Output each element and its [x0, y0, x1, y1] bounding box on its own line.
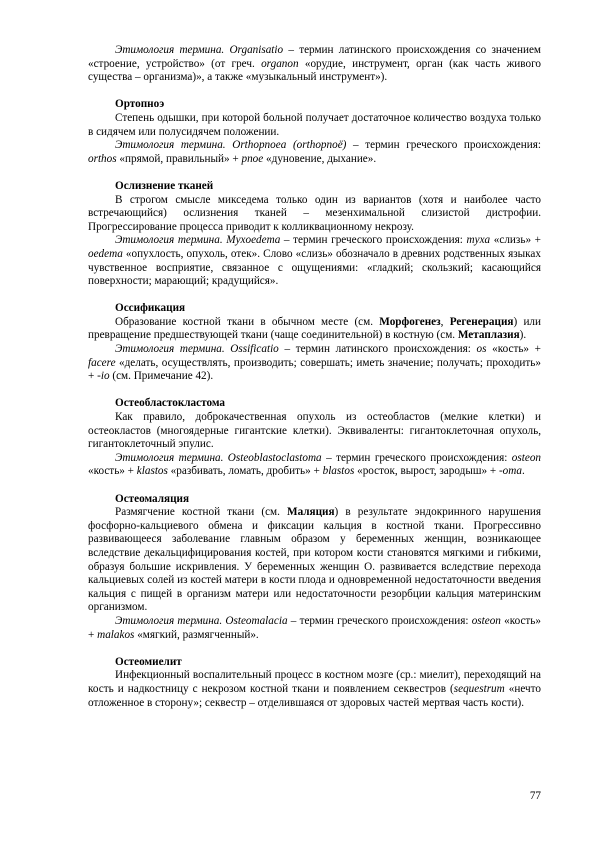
- text-run: (см. Примечание 42).: [109, 370, 214, 383]
- paragraph-spacer: [88, 384, 541, 398]
- ortopnoe-heading: Ортопноэ: [115, 98, 165, 111]
- italic-run: osteon: [471, 614, 501, 627]
- paragraph-spacer: [88, 289, 541, 303]
- italic-run: Этимология термина. Myxoedema: [115, 234, 281, 247]
- osteoblastoklastoma-etymology: [88, 452, 541, 479]
- italic-run: oedema: [88, 247, 123, 260]
- text-run: ) в результате эндокринного нарушения фосфорно-кальциевого обмена и фиксации кальция в костной ткани. Прогрессивно развивающееся заболевание главным образом у беременных женщин, возникающее вследствие декальцифицирования костей, при котором кости становятся мягкими и гибкими, образуя большие искривления. У беременных женщин О. развивается вследствие перехода кальциевых солей из костей матери в кости плода и одновременной недостаточности введения кальция с пищей в организм матери или недостаточности резорбции кальция материнским организмом.: [88, 506, 541, 614]
- italic-run: Этимология термина. Ossificatio: [115, 343, 279, 356]
- text-run: Степень одышки, при которой больной получает достаточное количество воздуха только в сидячем или полусидячем положении.: [88, 111, 541, 138]
- text-run: – термин латинского происхождения со значением «строение, устройство» (от греч.: [88, 44, 541, 70]
- italic-run: klastos: [136, 465, 168, 478]
- italic-run: sequestrum: [453, 682, 505, 695]
- italic-run: -io: [97, 370, 110, 383]
- text-run: «нечто отложенное в сторону»; секвестр – отделившаяся от здоровых частей мертвая часть кости).: [88, 682, 541, 709]
- paragraph-spacer: [88, 166, 541, 180]
- text-run: – термин греческого происхождения:: [321, 451, 512, 464]
- text-run: – термин греческого происхождения:: [280, 234, 467, 247]
- ortopnoe-etymology: [88, 139, 541, 166]
- text-run: ,: [440, 315, 450, 328]
- italic-run: malakos: [97, 628, 135, 641]
- osteoblastoklastoma-definition: [88, 411, 541, 452]
- italic-run: Этимология термина. Osteoblastoclastoma: [115, 451, 322, 464]
- ossifikaciya-definition: [88, 316, 541, 343]
- text-run: «орудие, инструмент, орган (как часть живого существа – организма)», а также «музыкальный инструмент»).: [88, 57, 541, 84]
- italic-run: myxa: [466, 234, 491, 247]
- italic-run: Этимология термина. Organisatio: [115, 44, 284, 56]
- text-run: «кость» +: [486, 343, 541, 356]
- italic-run: osteon: [511, 451, 542, 464]
- italic-run: pnoe: [241, 152, 264, 165]
- paragraph-spacer: [88, 85, 541, 99]
- text-run: .: [521, 465, 525, 478]
- bold-crossref: Маляция: [287, 506, 335, 519]
- text-run: «разбивать, ломать, дробить» +: [167, 465, 323, 478]
- text-run: «слизь» +: [490, 234, 541, 247]
- osliznenie-etymology: [88, 234, 541, 288]
- text-run: «опухлость, опухоль, отек». Слово «слизь» обозначало в древних родственных языках чувственное восприятие, связанное с ощущениями: «гладкий; скользкий; касающийся поверхности; марающий; крадущийся».: [88, 247, 541, 288]
- italic-run: organon: [261, 57, 299, 70]
- italic-run: blastos: [322, 465, 355, 478]
- bold-crossref: Метаплазия: [457, 329, 520, 342]
- osteomalyaciya-etymology: [88, 615, 541, 642]
- text-run: «прямой, правильный» +: [116, 152, 242, 165]
- osteomielit-definition: [88, 669, 541, 710]
- text-run: – термин латинского происхождения:: [278, 343, 477, 356]
- text-run: «мягкий, размягченный».: [134, 628, 259, 641]
- italic-run: orthos: [88, 152, 117, 165]
- italic-run: oma: [502, 465, 522, 478]
- osteomielit-heading: Остеомиелит: [115, 655, 182, 668]
- paragraph-spacer: [88, 479, 541, 493]
- italic-run: Этимология термина. Osteomalacia: [115, 614, 288, 627]
- bold-crossref: Морфогенез: [379, 315, 441, 328]
- text-run: – термин греческого происхождения:: [346, 139, 541, 152]
- text-run: ) или превращение предшествующей ткани (чаще соединительной) в костную (см.: [88, 315, 541, 342]
- osteomalyaciya-definition: [88, 506, 541, 615]
- page-number: 77: [529, 790, 541, 802]
- osteomalyaciya-heading: Остеомаляция: [115, 492, 190, 505]
- page-content: [88, 44, 541, 710]
- italic-run: Этимология термина. Orthopnoea (orthopnoё): [115, 139, 347, 152]
- text-run: Как правило, доброкачественная опухоль из остеобластов (мелкие клетки) и остеокластов (многоядерные гигантские клетки). Эквиваленты: гигантоклеточная опухоль, гигантоклеточный эпулис.: [88, 411, 541, 451]
- text-run: Инфекционный воспалительный процесс в костном мозге (ср.: миелит), переходящий на кость и надкостницу с некрозом костной ткани и появлением секвестров (: [88, 669, 541, 695]
- osliznenie-definition: [88, 194, 541, 235]
- text-run: Образование костной ткани в обычном месте (см.: [115, 315, 380, 328]
- text-run: Размягчение костной ткани (см.: [115, 506, 288, 519]
- text-run: «росток, вырост, зародыш» + -: [354, 465, 503, 478]
- ortopnoe-definition: [88, 112, 541, 139]
- italic-run: os: [476, 343, 487, 356]
- bold-crossref: Регенерация: [449, 315, 514, 328]
- text-run: «кость» +: [88, 614, 542, 641]
- text-run: «делать, осуществлять, производить; совершать; иметь значение; получать; проходить» +: [88, 356, 541, 383]
- ossifikaciya-heading: Оссификация: [115, 302, 186, 315]
- osteoblastoklastoma-heading: Остеобластокластома: [115, 397, 225, 410]
- paragraph-spacer: [88, 642, 541, 656]
- text-run: ).: [519, 329, 527, 342]
- osliznenie-heading: Ослизнение тканей: [115, 179, 214, 192]
- ossifikaciya-etymology: [88, 343, 541, 384]
- organisatio-etymology: [88, 44, 541, 85]
- text-run: «кость» +: [88, 465, 137, 478]
- italic-run: facere: [88, 356, 116, 369]
- text-run: – термин греческого происхождения:: [287, 614, 472, 627]
- text-run: «дуновение, дыхание».: [263, 152, 377, 165]
- text-run: В строгом смысле микседема только один из вариантов (хотя и наиболее часто встречающийся) ослизнения тканей – мезенхимальной слизистой дистрофии. Прогрессирование процесса приводит к колликвационному некрозу.: [88, 193, 541, 233]
